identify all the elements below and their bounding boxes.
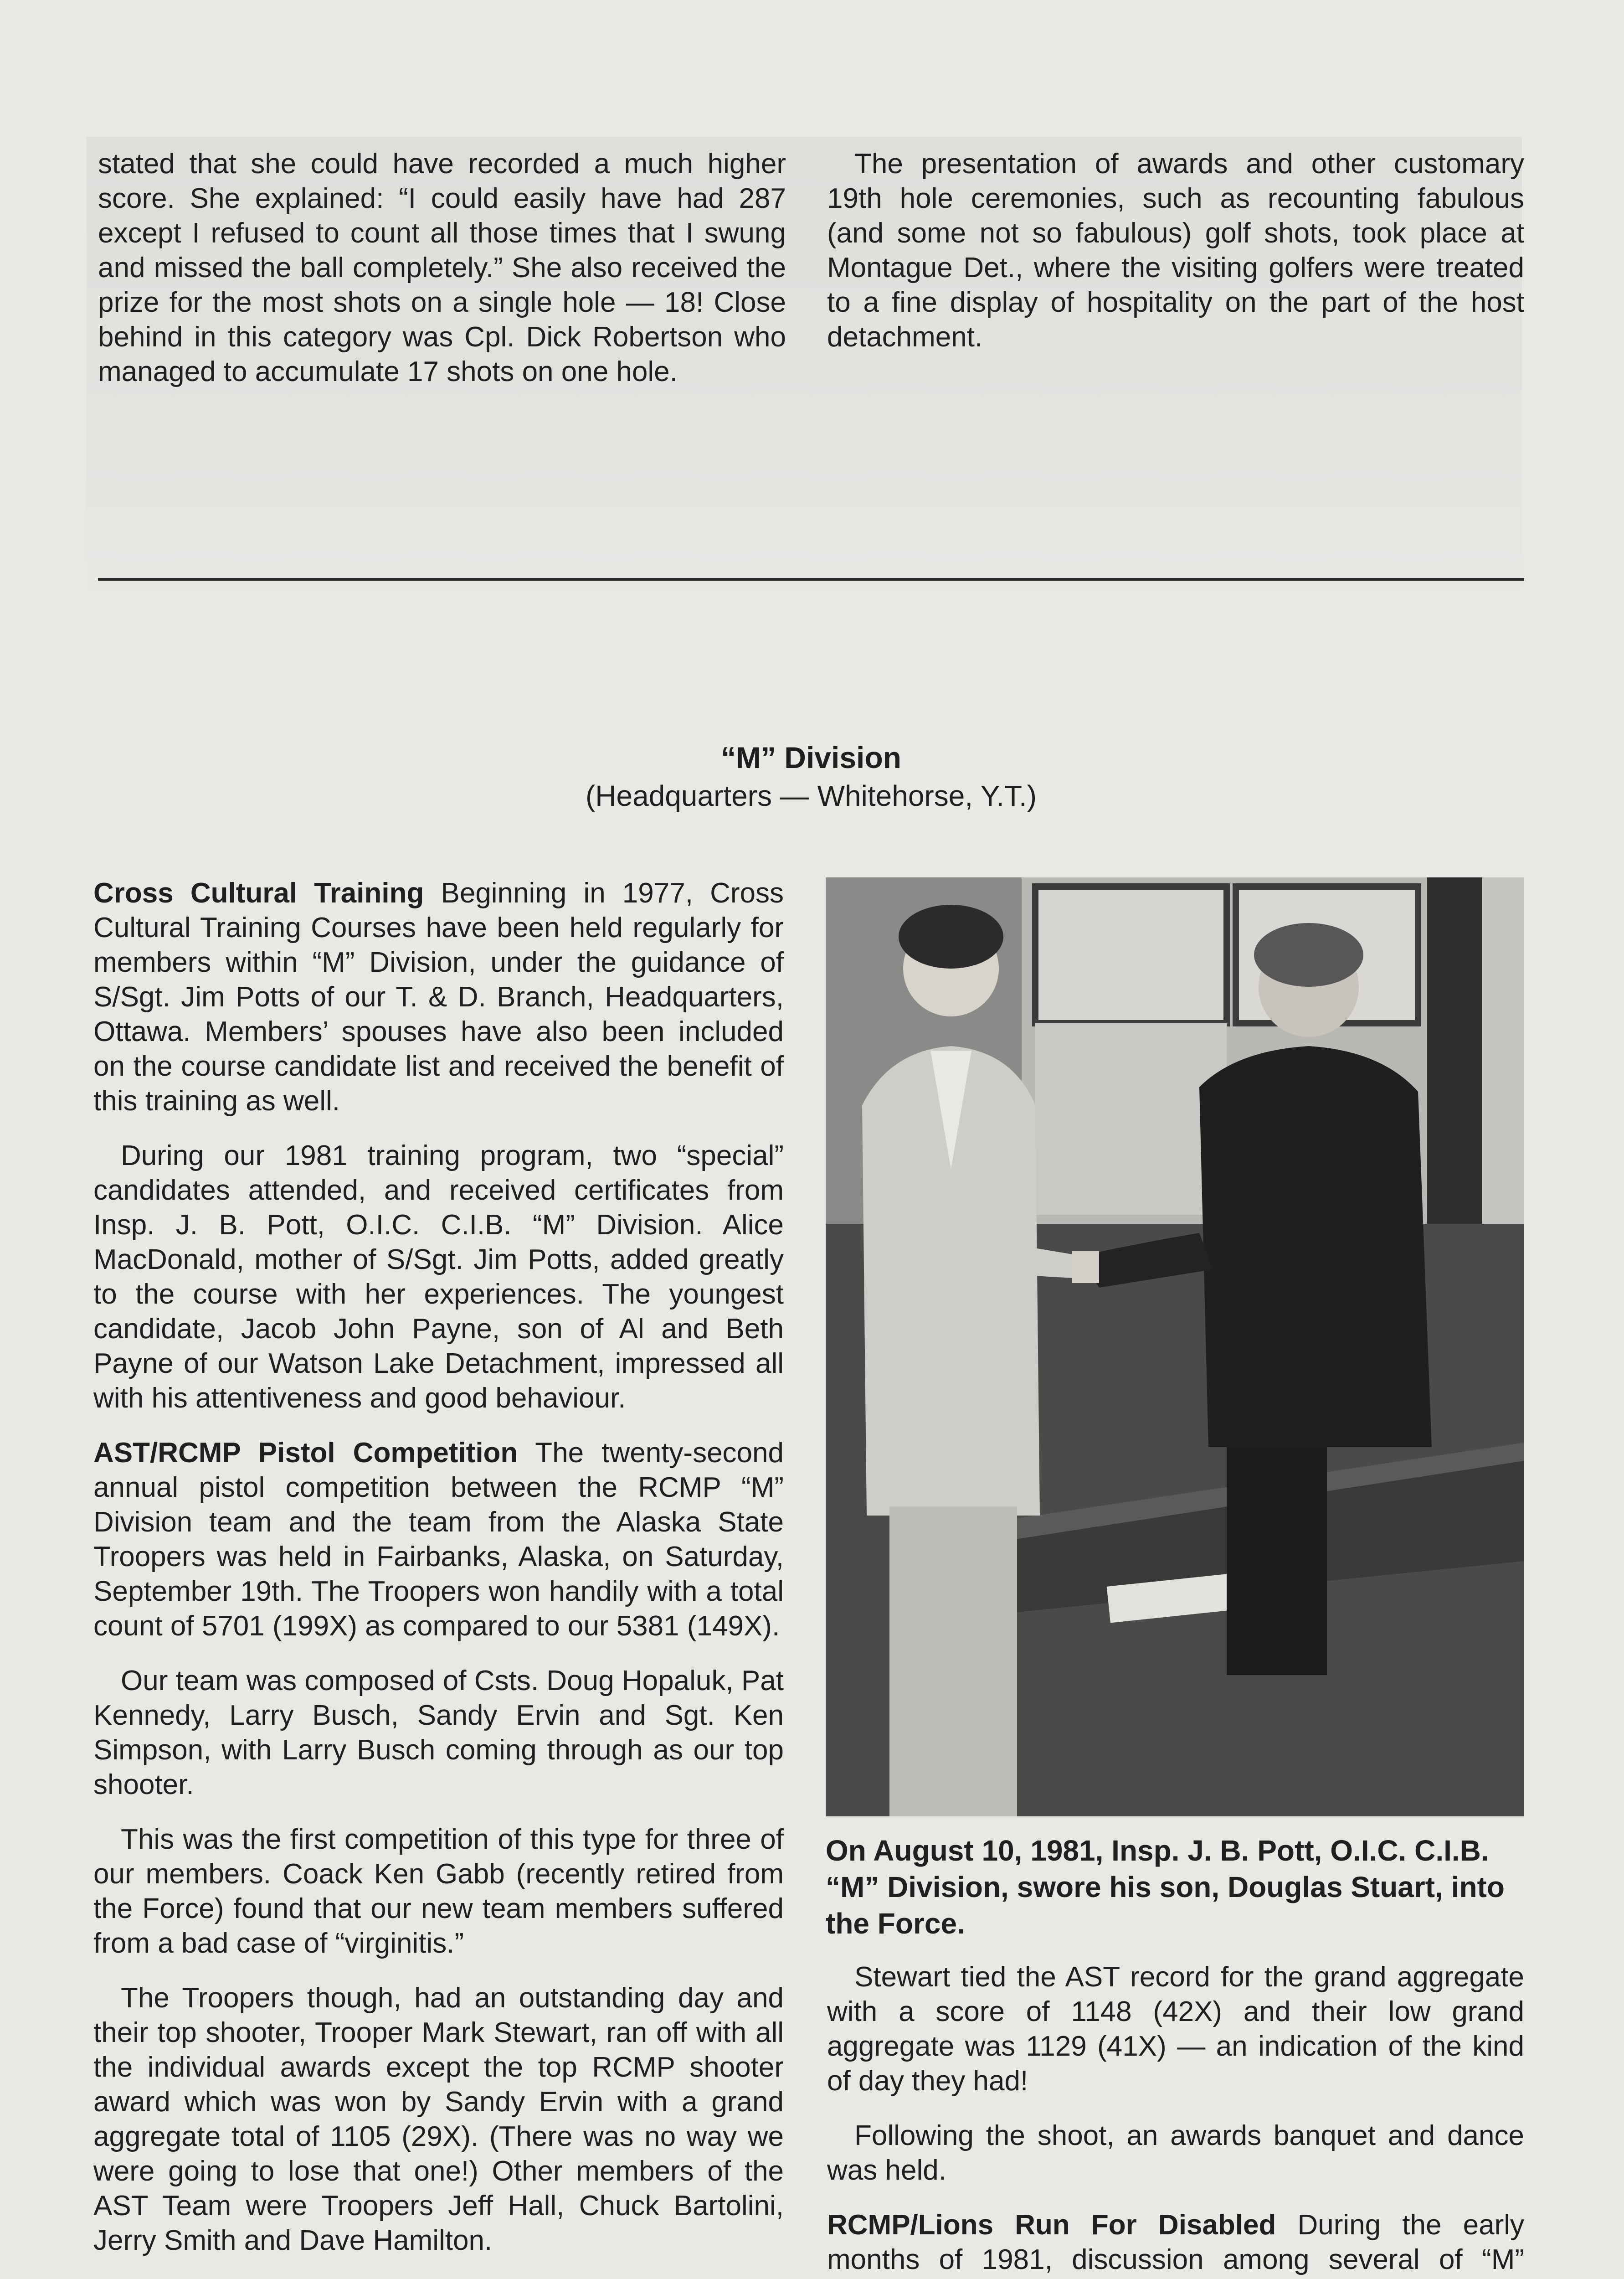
section-title: “M” Division [720,741,902,774]
paragraph: During our 1981 training program, two “special” candidates attended, and received certificates from Insp. J. B. Pott, O.I.C. C.I.B. “M” Division. Alice MacDonald, mother of S/Sgt. Jim Potts, added greatly to the course with her experiences. The youngest candidate, Jacob John Payne, son of Al and Beth Payne of our Watson Lake Detachment, impressed all with his attentiveness and good behaviour. [93,1140,784,1414]
paragraph-text: During the early months of 1981, discussion among several of “M” [827,2209,1524,2275]
photograph [826,877,1524,1816]
paragraph: Stewart tied the AST record for the grand aggregate with a score of 1148 (42X) and their low grand aggregate was 1129 (41X) — an indication of the kind of day they had! [827,1961,1524,2097]
section-divider [98,578,1524,581]
paragraph: The Troopers though, had an outstanding day and their top shooter, Trooper Mark Stewart, ran off with all the individual awards except the top RCMP shooter award which was won by Sandy Ervin with a grand aggregate total of 1105 (29X). (There was no way we were going to lose that one!) Other members of the AST Team were Troopers Jeff Hall, Chuck Bartolini, Jerry Smith and Dave Hamilton. [93,1982,784,2256]
paragraph: stated that she could have recorded a much higher score. She explained: “I could easily have had 287 except I refused to count all those times that I swung and missed the ball completely.” She also received the prize for the most shots on a single hole — 18! Close behind in this category was Cpl. Dick Robertson who managed to accumulate 17 shots on one hole. [98,148,786,387]
left-column [93,876,784,2278]
top-right-column [827,147,1524,375]
paragraph-text: Beginning in 1977, Cross Cultural Training Courses have been held regularly for members within “M” Division, under the guidance of S/Sgt. Jim Potts of our T. & D. Branch, Headquarters, Ottawa. Members’ spouses have also been included on the course candidate list and received the benefit of this training as well. [93,877,784,1117]
paragraph-text: The twenty-second annual pistol competition between the RCMP “M” Division team and the team from the Alaska State Troopers was held in Fairbanks, Alaska, on Saturday, September 19th. The Troopers won handily with a total count of 5701 (199X) as compared to our 5381 (149X). [93,1437,784,1642]
section-subtitle: (Headquarters — Whitehorse, Y.T.) [585,779,1037,812]
photo-illustration [826,877,1524,1816]
run-in-heading: Cross Cultural Training [93,877,424,909]
run-in-heading: RCMP/Lions Run For Disabled [827,2209,1276,2241]
paragraph: This was the first competition of this type for three of our members. Coack Ken Gabb (recently retired from the Force) found that our new team members suffered from a bad case of “virginitis.” [93,1824,784,1959]
photo-caption: On August 10, 1981, Insp. J. B. Pott, O.I.C. C.I.B. “M” Division, swore his son, Douglas Stuart, into the Force. [826,1834,1505,1940]
paragraph: Our team was composed of Csts. Doug Hopaluk, Pat Kennedy, Larry Busch, Sandy Ervin and Sgt. Ken Simpson, with Larry Busch coming through as our top shooter. [93,1665,784,1800]
paragraph [93,876,784,1119]
run-in-heading: AST/RCMP Pistol Competition [93,1437,518,1469]
section-header [98,738,1524,815]
paragraph: The presentation of awards and other customary 19th hole ceremonies, such as recounting fabulous (and some not so fabulous) golf shots, took place at Montague Det., where the visiting golfers were treated to a fine display of hospitality on the part of the host detachment. [827,148,1524,353]
paragraph [93,1436,784,1644]
top-left-column [98,147,786,409]
paragraph: Following the shoot, an awards banquet and dance was held. [827,2120,1524,2186]
paragraph [827,2208,1524,2279]
right-column [827,1960,1524,2279]
